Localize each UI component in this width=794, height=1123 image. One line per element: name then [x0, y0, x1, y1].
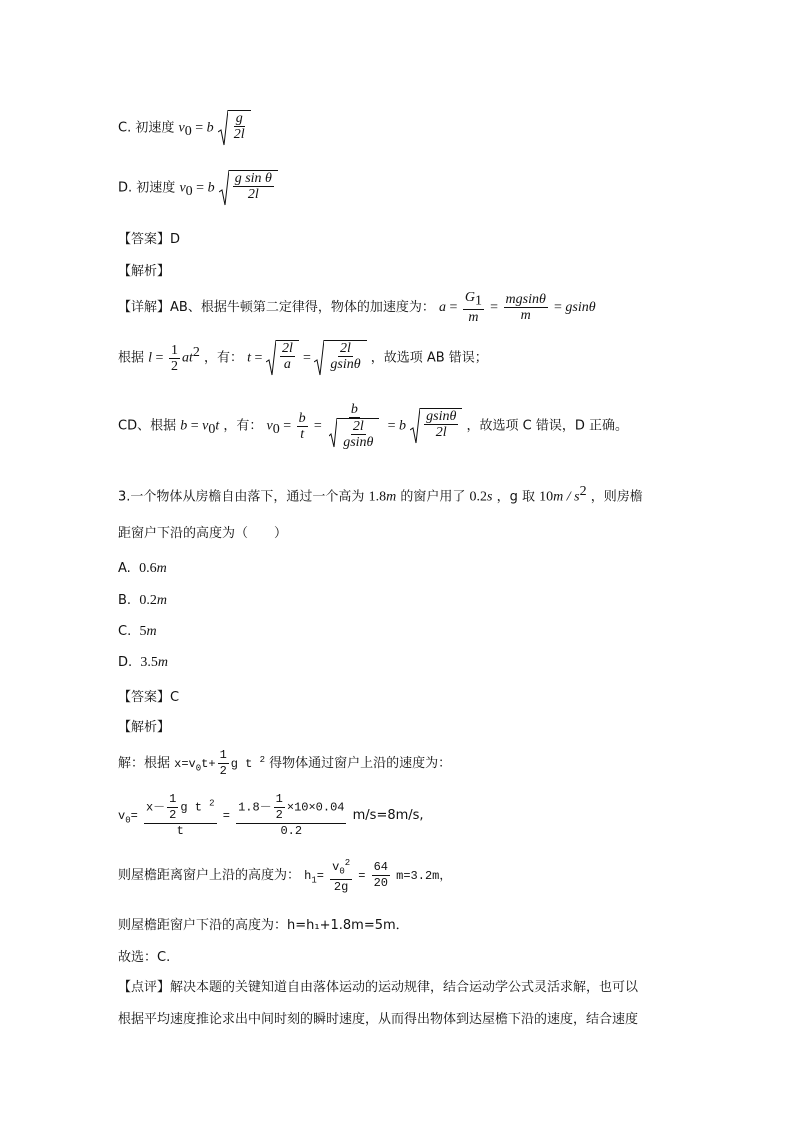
q3-stem-line-2: 距窗户下沿的高度为（ ） [118, 526, 288, 541]
q3-analysis-tag: 【解析】 [118, 720, 171, 735]
q3-option-d: D. 3.5m [118, 655, 169, 670]
answer-value: D [170, 232, 181, 247]
q3-solution-line-4: 则屋檐距窗户下沿的高度为：h=h₁+1.8m=5m． [118, 918, 409, 933]
detail-line: 【详解】AB、根据牛顿第二定律得，物体的加速度为： a = $\frac{G_1}{m}$ = $\frac{mgsin\theta}{m}$ = gsinθ [118, 290, 596, 325]
q3-comment-line-2: 根据平均速度推论求出中间时刻的瞬时速度，从而得出物体到达屋檐下沿的速度，结合速度 [118, 1012, 639, 1027]
derivation-line-2: 根据 l = $\frac{1}{2}$ $at^2$ ，有： t = $\frac{2l}{a}$ = $\frac{2l}{gsin\theta}$ ，故选项 AB 错误； [118, 340, 488, 376]
option-label: C. [118, 120, 132, 136]
q3-comment-line-1: 【点评】解决本题的关键知道自由落体运动的运动规律，结合运动学公式灵活求解，也可以 [118, 980, 639, 995]
answer-value: C [170, 690, 180, 705]
q3-option-c: C. 5m [118, 624, 157, 639]
q3-h1-line: 则屋檐距离窗户上沿的高度为： $h_1=$ $\frac{v_0^2}{2g}$ = $\frac{64}{20}$ m=3.2m， [118, 858, 452, 895]
answer-line: 【答案】D [118, 232, 181, 247]
sqrt: $\frac{g}{2l}$ [218, 110, 251, 146]
question-number: 3. [118, 489, 131, 505]
q3-solution-line-1: 解：根据 $x=v_0t+$ $\frac{1}{2}$ g t $^2$ 得物体通过窗户上沿的速度为： [118, 748, 452, 778]
analysis-tag: 【解析】 [118, 264, 171, 279]
option-label: D. [118, 180, 133, 196]
q3-option-b: B. 0.2m [118, 593, 167, 608]
option-text: 初速度 [135, 120, 175, 136]
option-text: 初速度 [136, 180, 176, 196]
derivation-line-3: CD、根据 $b = v_0t$ ，有： $v_0$ = $\frac{b}{t}$ = $\frac{b}{\frac{2l}{gsin\theta}}$ = b $\frac{gsin\theta}{2l}$ ，故选项 C 错误，D 正确。 [118, 402, 628, 450]
q3-answer-line: 【答案】C [118, 690, 180, 705]
q3-v0-line: $v_0=$ x－ $\frac{1}{2}$ g t $^2$ t = 1.8－ $\frac{1}{2}$ ×10×0.04 0.2 m/s=8m/s, [118, 792, 424, 838]
option-c: C. 初速度 $v_0 = b$ $\frac{g}{2l}$ [118, 110, 251, 146]
sqrt: $\frac{\text{g sin θ}}{2l}$ [219, 170, 278, 206]
q3-option-a: A. 0.6m [118, 561, 167, 576]
q3-choice: 故选：C. [118, 950, 171, 965]
q3-stem-line-1: 3.一个物体从房檐自由落下，通过一个高为 1.8m 的窗户用了 0.2s ，g 取 $10m / s^2$ ，则房檐 [118, 484, 643, 505]
option-d: D. 初速度 $v_0 = b$ $\frac{\text{g sin θ}}{2l}$ [118, 170, 278, 206]
